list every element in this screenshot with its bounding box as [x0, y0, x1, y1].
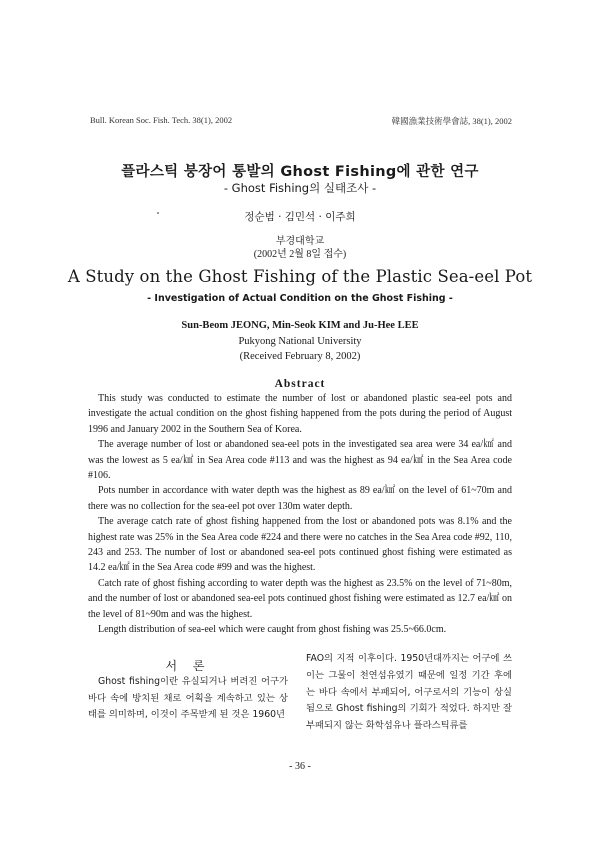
- introduction-heading: 서 론: [165, 659, 211, 673]
- page-number: - 36 -: [289, 761, 311, 772]
- abstract-body: [88, 391, 512, 638]
- abstract-paragraph: Length distribution of sea-eel which were caught from ghost fishing was 25.5~66.0cm.: [98, 624, 447, 636]
- abstract-paragraph: Catch rate of ghost fishing according to water depth was the highest as 23.5% on the level of 71~80m, and the number of lost or abandoned sea-eel pots continued ghost fishing were estimated as 12.7 ea/㎢ on the level of 81~90m and was the highest.: [88, 577, 512, 620]
- english-received-date: (Received February 8, 2002): [239, 351, 361, 362]
- abstract-paragraph: Pots number in accordance with water depth was the highest as 89 ea/㎢ on the level of 61~70m and there was no collection for the sea-eel pot over 130m water depth.: [88, 485, 512, 512]
- korean-authors: 정순범 · 김민석 · 이주희: [244, 211, 356, 223]
- introduction-left-column: [88, 674, 288, 724]
- korean-received-date: (2002년 2월 8일 접수): [253, 249, 347, 260]
- korean-subtitle: - Ghost Fishing의 실태조사 -: [223, 181, 377, 195]
- introduction-paragraph: FAO의 지적 이후이다. 1950년대까지는 어구에 쓰이는 그물이 천연섬유였기 때문에 일정 기간 후에는 바다 속에서 부패되어, 어구로서의 기능이 상실됨으로 Ghost fishing의 기회가 적었다. 하지만 잘 부패되지 않는 화학섬유나 플라스틱류를: [306, 653, 512, 732]
- abstract-heading: Abstract: [274, 378, 326, 390]
- english-authors: Sun-Beom JEONG, Min-Seok KIM and Ju-Hee LEE: [181, 320, 419, 331]
- english-affiliation: Pukyong National University: [238, 336, 362, 347]
- abstract-paragraph: The average catch rate of ghost fishing happened from the lost or abandoned pots was 8.1% and the highest rate was 25% in the Sea Area code #224 and there were no catches in the Sea Area code #92, 110, 243 and 253. The number of lost or abandoned sea-eel pots continued ghost fishing were estimated as 14.2 ea/㎢ in the Sea Area code #99 and was the highest.: [88, 516, 512, 574]
- korean-affiliation: 부경대학교: [275, 236, 325, 247]
- english-subtitle: - Investigation of Actual Condition on the Ghost Fishing -: [147, 293, 453, 304]
- introduction-right-column: [306, 651, 512, 735]
- english-title: A Study on the Ghost Fishing of the Plastic Sea-eel Pot: [67, 267, 533, 286]
- journal-header-left: Bull. Korean Soc. Fish. Tech. 38(1), 2002: [90, 115, 233, 125]
- abstract-paragraph: The average number of lost or abandoned sea-eel pots in the investigated sea area were 34 ea/㎢ and was the lowest as 5 ea/㎢ in Sea Area code #113 and was the highest as 94 ea/㎢ in the Sea Area code #106.: [88, 439, 512, 482]
- journal-header-right: 韓國漁業技術學會誌, 38(1), 2002: [391, 116, 512, 126]
- introduction-paragraph: Ghost fishing이란 유실되거나 버려진 어구가 바다 속에 방치된 채로 어획을 계속하고 있는 상태를 의미하며, 이것이 주목받게 된 것은 1960년: [88, 676, 288, 720]
- korean-title: 플라스틱 붕장어 통발의 Ghost Fishing에 관한 연구: [121, 164, 479, 180]
- abstract-paragraph: This study was conducted to estimate the number of lost or abandoned plastic sea-eel pots and investigate the actual condition on the ghost fishing happened from the pots during the period of August 1996 and January 2002 in the Southern Sea of Korea.: [88, 393, 512, 435]
